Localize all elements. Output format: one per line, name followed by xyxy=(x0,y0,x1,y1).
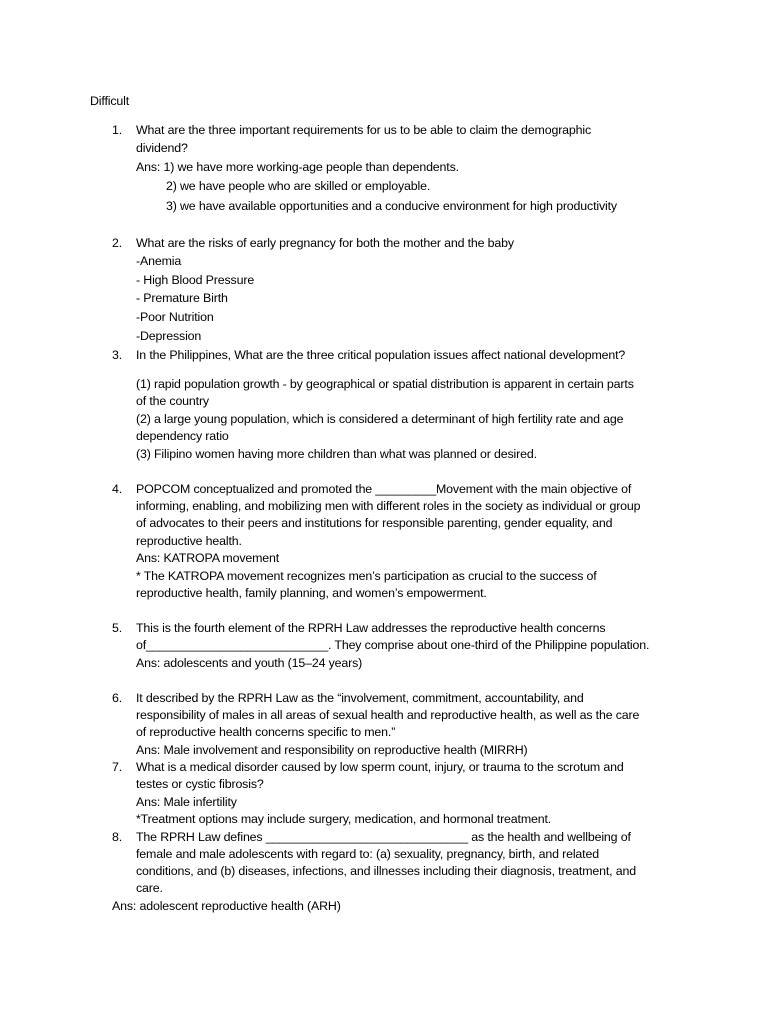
question-number: 1. xyxy=(112,123,123,137)
answer-text: Ans: 1) we have more working-age people than dependents. xyxy=(136,160,459,174)
question-number: 4. xyxy=(112,482,123,496)
question-text: What is a medical disorder caused by low sperm count, injury, or trauma to the scrotum and xyxy=(136,760,624,774)
answer-text: 2) we have people who are skilled or employable. xyxy=(166,179,431,193)
question-number: 3. xyxy=(112,348,123,362)
question-text: of reproductive health concerns specific to men.” xyxy=(136,725,396,739)
answer-text: Ans: KATROPA movement xyxy=(136,551,280,565)
answer-note: *Treatment options may include surgery, medication, and hormonal treatment. xyxy=(136,812,552,826)
question-number: 8. xyxy=(112,830,123,844)
question-text: This is the fourth element of the RPRH Law addresses the reproductive health concerns xyxy=(136,621,606,635)
question-text: reproductive health. xyxy=(136,534,242,548)
question-text: of advocates to their peers and institutions for responsible parenting, gender equality, and xyxy=(136,516,613,530)
answer-text: -Anemia xyxy=(136,254,182,268)
question-text: conditions, and (b) diseases, infections, and illnesses including their diagnosis, treatment, and xyxy=(136,864,636,878)
closing-answer: Ans: adolescent reproductive health (ARH) xyxy=(112,899,341,913)
question-text: responsibility of males in all areas of sexual health and reproductive health, as well as the care xyxy=(136,708,640,722)
question-number: 6. xyxy=(112,691,123,705)
answer-text: dependency ratio xyxy=(136,429,229,443)
answer-text: - High Blood Pressure xyxy=(136,273,255,287)
question-text: testes or cystic fibrosis? xyxy=(136,777,264,791)
question-text: care. xyxy=(136,881,163,895)
question-text: What are the risks of early pregnancy for both the mother and the baby xyxy=(136,236,514,250)
document-heading: Difficult xyxy=(90,94,130,108)
answer-text: Ans: adolescents and youth (15–24 years) xyxy=(136,656,363,670)
question-number: 5. xyxy=(112,621,123,635)
answer-text: - Premature Birth xyxy=(136,291,228,305)
answer-text: -Poor Nutrition xyxy=(136,310,214,324)
question-number: 2. xyxy=(112,236,123,250)
question-text: informing, enabling, and mobilizing men with different roles in the society as individual or group xyxy=(136,499,641,513)
answer-text: Ans: Male infertility xyxy=(136,795,237,809)
answer-text: Ans: Male involvement and responsibility on reproductive health (MIRRH) xyxy=(136,743,528,757)
question-text: In the Philippines, What are the three critical population issues affect national development? xyxy=(136,348,626,362)
question-text: It described by the RPRH Law as the “involvement, commitment, accountability, and xyxy=(136,691,584,705)
answer-note: reproductive health, family planning, and women’s empowerment. xyxy=(136,586,487,600)
answer-text: (2) a large young population, which is considered a determinant of high fertility rate and age xyxy=(136,412,624,426)
answer-text: -Depression xyxy=(136,329,202,343)
answer-text: (3) Filipino women having more children than what was planned or desired. xyxy=(136,447,537,461)
question-text: dividend? xyxy=(136,141,188,155)
question-text: The RPRH Law defines ______________________________ as the health and wellbeing of xyxy=(136,830,631,844)
answer-text: of the country xyxy=(136,394,209,408)
question-text: female and male adolescents with regard to: (a) sexuality, pregnancy, birth, and related xyxy=(136,847,599,861)
answer-text: (1) rapid population growth - by geographical or spatial distribution is apparent in certain parts xyxy=(136,377,634,391)
question-number: 7. xyxy=(112,760,123,774)
question-text: What are the three important requirements for us to be able to claim the demographic xyxy=(136,123,592,137)
answer-text: 3) we have available opportunities and a conducive environment for high productivity xyxy=(166,199,617,213)
question-text: POPCOM conceptualized and promoted the _________Movement with the main objective of xyxy=(136,482,632,496)
answer-note: * The KATROPA movement recognizes men’s participation as crucial to the success of xyxy=(136,569,597,583)
question-text: of___________________________. They comprise about one-third of the Philippine population. xyxy=(136,638,650,652)
